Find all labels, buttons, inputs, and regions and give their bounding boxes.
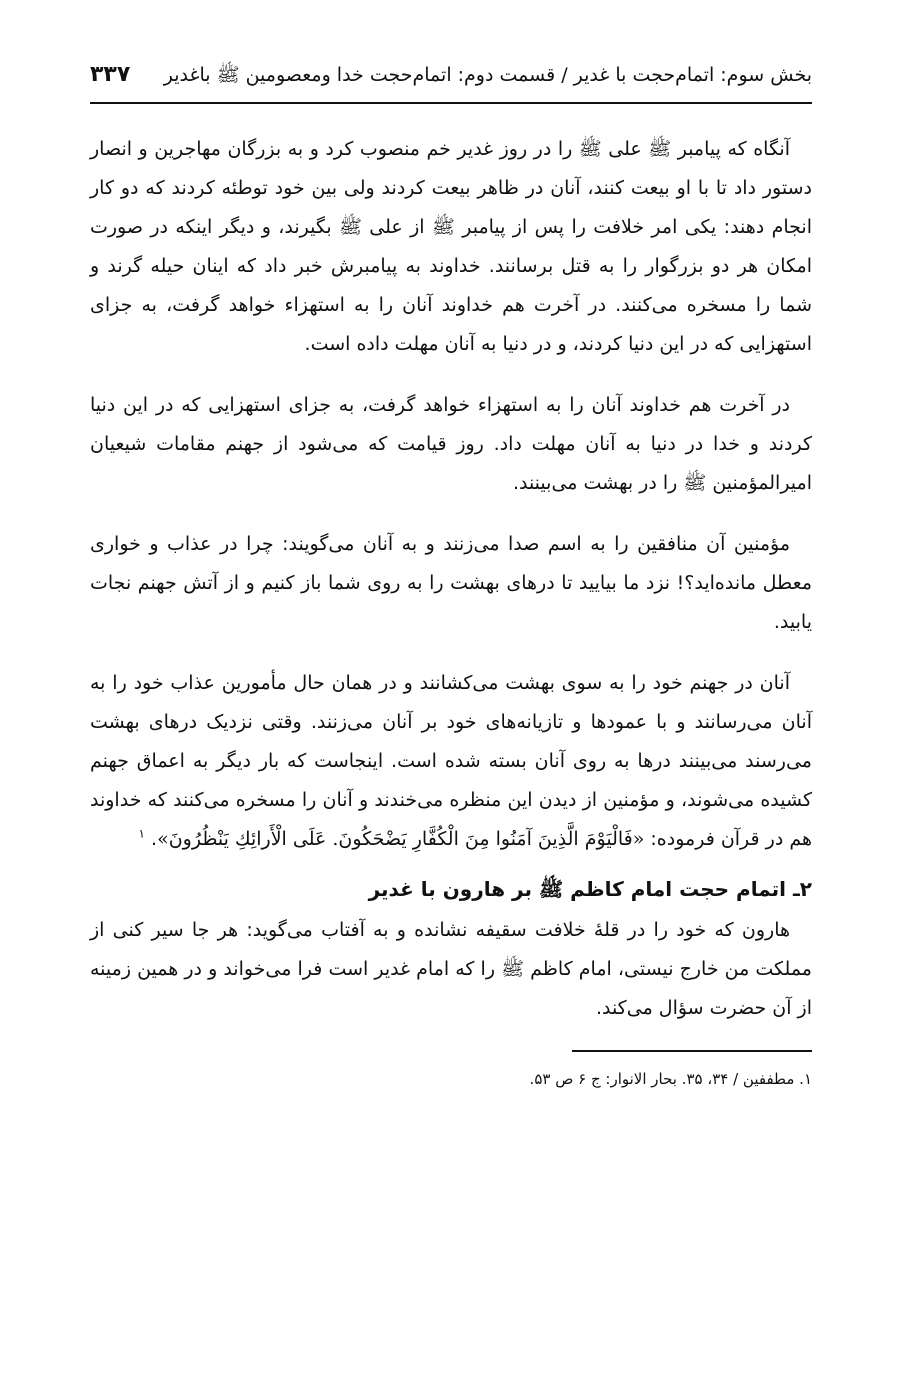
running-title: بخش سوم: اتمام‌حجت با غدیر / قسمت دوم: اتمام‌حجت خدا ومعصومین ﷺ باغدیر xyxy=(163,64,812,86)
quran-verse: «فَالْيَوْمَ الَّذِينَ آمَنُوا مِنَ الْكُفَّارِ يَضْحَكُونَ. عَلَى الْأَرائِكِ يَنْظُرُونَ» xyxy=(157,828,645,850)
paragraph-1: آنگاه که پیامبر ﷺ علی ﷺ را در روز غدیر خم منصوب کرد و به بزرگان مهاجرین و انصار دستور داد تا با او بیعت کنند، آنان در ظاهر بیعت کردند ولی بین خود توطئه کردند که دو کار انجام دهند: یکی امر خلافت را پس از پیامبر ﷺ از علی ﷺ بگیرند، و دیگر اینکه در صورت امکان هر دو بزرگوار را به قتل برسانند. خداوند به پیامبرش خبر داد که اینان حیله گرند و شما را مسخره می‌کنند. در آخرت هم خداوند آنان را به استهزاء خواهد گرفت، به جزای استهزایی که در این دنیا کردند، و در دنیا به آنان مهلت داده است. xyxy=(90,138,812,355)
paragraph-4-end: . xyxy=(151,828,158,850)
running-header xyxy=(90,60,812,104)
paragraph-4 xyxy=(90,664,812,859)
paragraph-3: مؤمنین آن منافقین را به اسم صدا می‌زنند و به آنان می‌گویند: چرا در عذاب و خواری معطل مانده‌اید؟! نزد ما بیایید تا درهای بهشت را به روی شما باز کنیم و از آتش جهنم نجات یابید. xyxy=(90,533,812,633)
footnote-divider xyxy=(572,1050,812,1052)
page-number: ۳۳۷ xyxy=(90,62,131,87)
body-text xyxy=(90,130,812,1028)
footnote-marker: ۱ xyxy=(138,826,145,841)
section-heading: ۲ـ اتمام حجت امام کاظم ﷺ بر هارون با غدیر xyxy=(368,877,812,901)
footnote: ۱. مطففین / ۳۴، ۳۵. بحار الانوار: ج ۶ ص ۵۳. xyxy=(529,1070,812,1088)
paragraph-2: در آخرت هم خداوند آنان را به استهزاء خواهد گرفت، به جزای استهزایی که در این دنیا کردند و خدا در دنیا به آنان مهلت داد. روز قیامت که می‌شود از جهنم مقامات شیعیان امیرالمؤمنین ﷺ را در بهشت می‌بینند. xyxy=(90,394,812,494)
paragraph-4-text: آنان در جهنم خود را به سوی بهشت می‌کشانند و در همان حال مأمورین عذاب خود را به آنان می‌رسانند و با عمودها و تازیانه‌های خود بر آنان می‌زنند. وقتی نزدیک درهای بهشت می‌رسند می‌بینند درها به روی آنان بسته شده است. اینجاست که بار دیگر به اعماق جهنم کشیده می‌شوند، و مؤمنین از دیدن این منظره می‌خندند و آنان را مسخره می‌کنند که خداوند هم در قرآن فرموده: xyxy=(90,672,812,850)
section-paragraph: هارون که خود را در قلهٔ خلافت سقیفه نشانده و به آفتاب می‌گوید: هر جا سیر کنی از مملکت من خارج نیستی، امام کاظم ﷺ را که امام غدیر است فرا می‌خواند و در همین زمینه از آن حضرت سؤال می‌کند. xyxy=(90,919,812,1019)
book-page xyxy=(90,60,812,1092)
